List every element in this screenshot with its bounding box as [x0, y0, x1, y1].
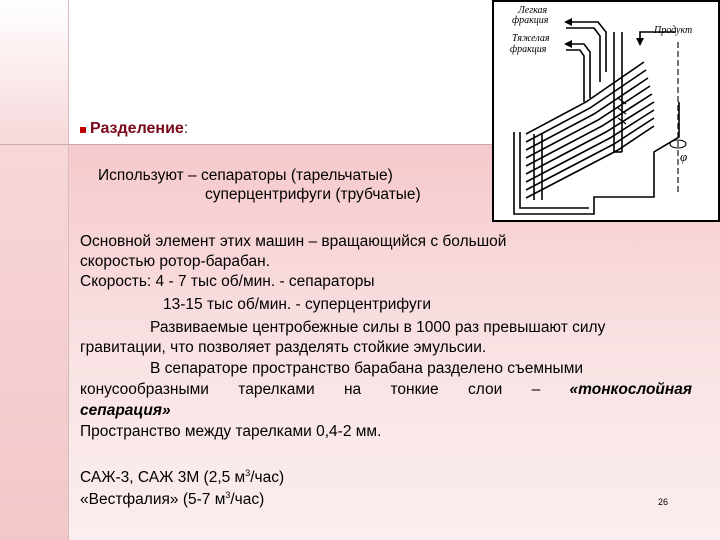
model-1-text: САЖ-3, САЖ 3М (2,5 м: [80, 469, 246, 486]
body-line-6: гравитации, что позволяет разделять стойкие эмульсии.: [80, 339, 487, 356]
label-light-fraction-2: фракция: [512, 15, 549, 26]
body-line-5: Развиваемые центробежные силы в 1000 раз превышают силу: [150, 319, 606, 336]
body-line-9: сепарация»: [80, 402, 171, 419]
body-line-8-word: –: [531, 381, 541, 398]
body-line-2: скоростью ротор-барабан.: [80, 253, 271, 270]
body-line-8-word: на: [343, 381, 362, 398]
body-line-8-word: тарелками: [238, 381, 315, 398]
body-line-8-word: конусообразными: [80, 381, 209, 398]
uses-line-1: Используют – сепараторы (тарельчатые): [98, 167, 393, 184]
section-heading: [90, 120, 188, 138]
model-line-1: [80, 468, 284, 487]
body-line-1: Основной элемент этих машин – вращающийся с большой: [80, 233, 507, 250]
body-line-7: В сепараторе пространство барабана разделено съемными: [150, 360, 584, 377]
heading-colon: :: [183, 120, 189, 137]
model-1-superscript: 3: [245, 468, 251, 478]
body-line-8-word: слои: [468, 381, 503, 398]
body-line-10: Пространство между тарелками 0,4-2 мм.: [80, 423, 382, 440]
model-2-unit: /час): [230, 491, 265, 508]
heading-text: Разделение: [90, 120, 184, 137]
heading-bullet: [80, 127, 86, 133]
model-line-2: [80, 490, 264, 509]
left-background-strip: [0, 0, 68, 540]
body-line-8: [80, 380, 692, 399]
body-line-4: 13-15 тыс об/мин. - суперцентрифуги: [163, 296, 432, 313]
label-heavy-fraction-2: фракция: [510, 44, 547, 55]
body-line-8-emphasis: «тонкослойная: [569, 381, 692, 398]
model-1-unit: /час): [250, 469, 285, 486]
body-line-8-word: тонкие: [390, 381, 439, 398]
label-product: Продукт: [654, 25, 693, 36]
separator-diagram: [492, 0, 720, 222]
body-line-3: Скорость: 4 - 7 тыс об/мин. - сепараторы: [80, 273, 375, 290]
vertical-divider: [68, 0, 69, 540]
model-2-superscript: 3: [225, 490, 231, 500]
page-number: 26: [658, 497, 669, 507]
label-light-fraction-1: Легкая: [518, 5, 548, 16]
uses-line-2: суперцентрифуги (трубчатые): [205, 186, 421, 203]
label-heavy-fraction-1: Тяжелая: [512, 33, 550, 44]
label-phi: φ: [680, 149, 688, 164]
model-2-text: «Вестфалия» (5-7 м: [80, 491, 226, 508]
